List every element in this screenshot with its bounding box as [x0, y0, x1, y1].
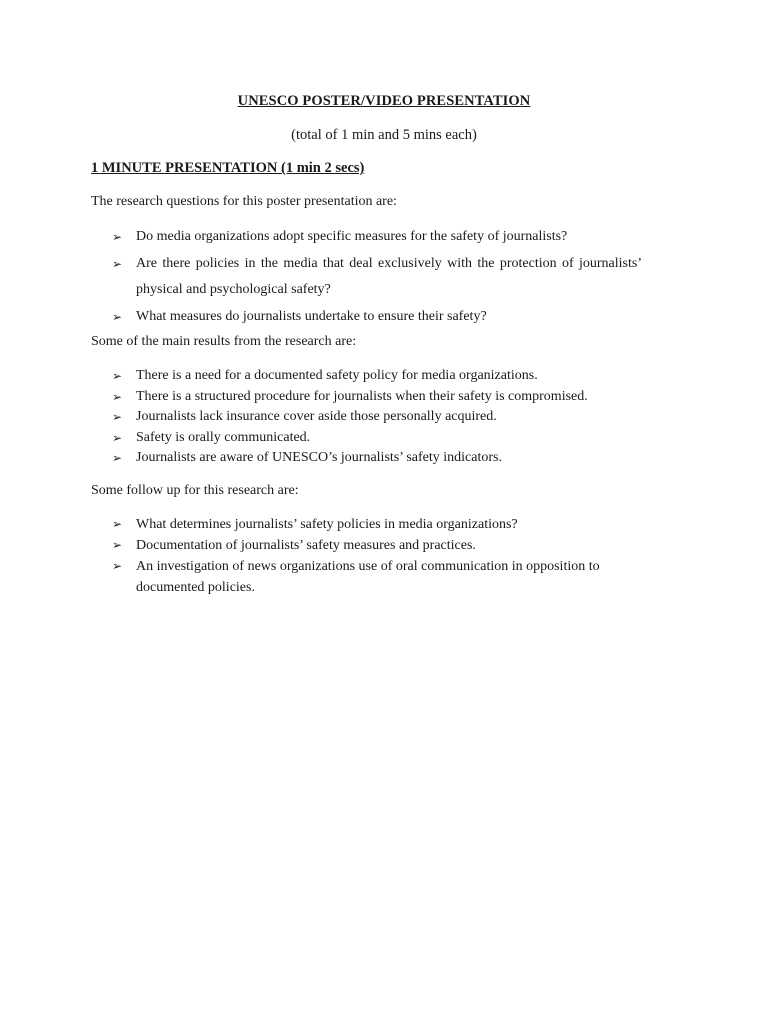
list-item-text: Do media organizations adopt specific measures for the safety of journalists? [136, 229, 568, 244]
list-item-text: Documentation of journalists’ safety measures and practices. [136, 538, 476, 553]
arrow-bullet-icon: ➢ [112, 451, 123, 465]
list-item [112, 428, 642, 449]
results-intro: Some of the main results from the research are: [91, 334, 357, 349]
follow-up-intro: Some follow up for this research are: [91, 483, 299, 498]
list-item [112, 387, 642, 408]
list-item [112, 304, 642, 330]
follow-up-list [112, 514, 642, 598]
arrow-bullet-icon: ➢ [112, 538, 123, 552]
list-item-text: What determines journalists’ safety policies in media organizations? [136, 517, 518, 532]
list-item [112, 366, 642, 387]
arrow-bullet-icon: ➢ [112, 517, 123, 531]
list-item-text: What measures do journalists undertake to ensure their safety? [136, 309, 487, 324]
document-subtitle: (total of 1 min and 5 mins each) [291, 127, 477, 143]
list-item [112, 448, 642, 469]
document-title: UNESCO POSTER/VIDEO PRESENTATION [237, 93, 531, 109]
list-item [112, 251, 642, 303]
arrow-bullet-icon: ➢ [112, 230, 123, 244]
list-item-text: Are there policies in the media that deal exclusively with the protection of journalists’ physical and psychological safety? [136, 256, 642, 297]
arrow-bullet-icon: ➢ [112, 410, 123, 424]
arrow-bullet-icon: ➢ [112, 430, 123, 445]
arrow-bullet-icon: ➢ [112, 559, 123, 573]
research-questions-intro: The research questions for this poster presentation are: [91, 194, 397, 209]
arrow-bullet-icon: ➢ [112, 310, 123, 324]
list-item [112, 556, 642, 598]
list-item-text: Journalists lack insurance cover aside those personally acquired. [136, 409, 497, 424]
list-item-text: There is a structured procedure for journalists when their safety is compromised. [136, 388, 588, 404]
results-list [112, 366, 642, 469]
list-item-text: An investigation of news organizations use of oral communication in opposition to documented policies. [136, 559, 600, 595]
arrow-bullet-icon: ➢ [112, 369, 123, 383]
list-item-text: Journalists are aware of UNESCO’s journalists’ safety indicators. [136, 450, 502, 465]
list-item [112, 535, 642, 556]
section-heading: 1 MINUTE PRESENTATION (1 min 2 secs) [91, 160, 365, 176]
list-item-text: Safety is orally communicated. [136, 429, 311, 445]
list-item [112, 514, 642, 535]
list-item [112, 224, 642, 250]
list-item [112, 407, 642, 428]
list-item-text: There is a need for a documented safety policy for media organizations. [136, 368, 538, 383]
arrow-bullet-icon: ➢ [112, 257, 123, 271]
arrow-bullet-icon: ➢ [112, 389, 123, 404]
research-questions-list [112, 224, 642, 331]
